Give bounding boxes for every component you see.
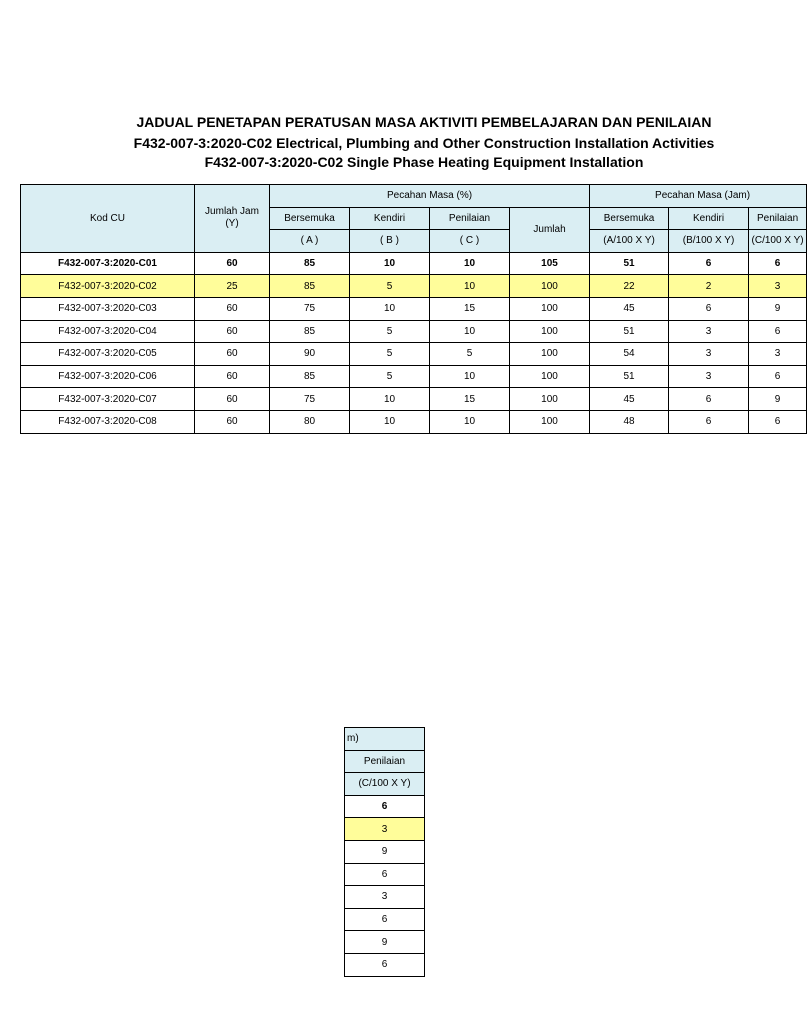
table-row	[21, 275, 807, 298]
cell-a: 85	[270, 365, 350, 388]
header-row-1	[21, 185, 807, 208]
cell-b: 5	[350, 320, 430, 343]
cont-header-c-formula: (C/100 X Y)	[345, 773, 425, 796]
cell-c: 10	[430, 410, 510, 433]
cont-table-row	[345, 840, 425, 863]
cell-kod: F432-007-3:2020-C08	[21, 410, 195, 433]
header-bersemuka: Bersemuka	[270, 207, 350, 230]
cell-by: 2	[669, 275, 749, 298]
header-kendiri: Kendiri	[350, 207, 430, 230]
cell-by: 3	[669, 365, 749, 388]
header-penilaian-jam: Penilaian	[749, 207, 807, 230]
cell-c: 10	[430, 275, 510, 298]
cell-b: 10	[350, 297, 430, 320]
cont-table-row	[345, 795, 425, 818]
cell-a: 85	[270, 320, 350, 343]
cell-b: 5	[350, 365, 430, 388]
cell-a: 75	[270, 297, 350, 320]
table-row	[21, 297, 807, 320]
cell-jam: 60	[195, 388, 270, 411]
header-jumlah-jam-label: Jumlah Jam	[205, 206, 259, 218]
cell-kod: F432-007-3:2020-C05	[21, 343, 195, 366]
cont-header-row-3	[345, 773, 425, 796]
cont-table-row	[345, 908, 425, 931]
cell-ay: 45	[590, 297, 669, 320]
cell-a: 80	[270, 410, 350, 433]
cell-ay: 48	[590, 410, 669, 433]
cell-jam: 60	[195, 343, 270, 366]
cont-cell-cy: 6	[345, 795, 425, 818]
cell-c: 10	[430, 365, 510, 388]
cell-b: 10	[350, 388, 430, 411]
cont-cell-cy: 9	[345, 840, 425, 863]
cell-jam: 60	[195, 297, 270, 320]
header-pecahan-jam: Pecahan Masa (Jam)	[590, 185, 807, 208]
header-a: ( A )	[270, 230, 350, 253]
header-kod-cu: Kod CU	[21, 185, 195, 253]
header-c-formula: (C/100 X Y)	[749, 230, 807, 253]
cell-cy: 6	[749, 252, 807, 275]
cell-a: 85	[270, 275, 350, 298]
cell-kod: F432-007-3:2020-C04	[21, 320, 195, 343]
cont-header-penilaian: Penilaian	[345, 750, 425, 773]
cont-cell-cy: 3	[345, 818, 425, 841]
cell-jumlah: 100	[510, 297, 590, 320]
cell-kod: F432-007-3:2020-C03	[21, 297, 195, 320]
cell-cy: 6	[749, 410, 807, 433]
cell-jam: 60	[195, 320, 270, 343]
cont-header-row-2	[345, 750, 425, 773]
cell-kod: F432-007-3:2020-C02	[21, 275, 195, 298]
cont-header-row-1	[345, 728, 425, 751]
cell-a: 90	[270, 343, 350, 366]
table-body	[21, 252, 807, 433]
continuation-table	[344, 727, 425, 977]
cell-ay: 51	[590, 252, 669, 275]
header-bersemuka-jam: Bersemuka	[590, 207, 669, 230]
cell-by: 6	[669, 297, 749, 320]
table-row	[21, 320, 807, 343]
title-main: JADUAL PENETAPAN PERATUSAN MASA AKTIVITI PEMBELAJARAN DAN PENILAIAN	[136, 114, 712, 130]
header-pecahan-pct: Pecahan Masa (%)	[270, 185, 590, 208]
time-allocation-table	[20, 184, 807, 434]
cell-b: 5	[350, 275, 430, 298]
cont-table-row	[345, 953, 425, 976]
cell-jumlah: 105	[510, 252, 590, 275]
cell-jumlah: 100	[510, 320, 590, 343]
cont-table-row	[345, 886, 425, 909]
cont-cell-cy: 6	[345, 908, 425, 931]
continuation-body	[345, 795, 425, 976]
cell-jumlah: 100	[510, 275, 590, 298]
cell-cy: 6	[749, 365, 807, 388]
table-row	[21, 252, 807, 275]
header-b: ( B )	[350, 230, 430, 253]
table-row	[21, 343, 807, 366]
cell-jumlah: 100	[510, 365, 590, 388]
header-jumlah: Jumlah	[510, 207, 590, 252]
cell-a: 75	[270, 388, 350, 411]
cell-jumlah: 100	[510, 388, 590, 411]
header-a-formula: (A/100 X Y)	[590, 230, 669, 253]
cell-b: 5	[350, 343, 430, 366]
cell-b: 10	[350, 410, 430, 433]
cell-jumlah: 100	[510, 410, 590, 433]
header-c: ( C )	[430, 230, 510, 253]
header-b-formula: (B/100 X Y)	[669, 230, 749, 253]
table-row	[21, 410, 807, 433]
cell-c: 15	[430, 388, 510, 411]
cell-jam: 60	[195, 410, 270, 433]
cell-jam: 60	[195, 365, 270, 388]
cell-by: 6	[669, 410, 749, 433]
cell-jam: 25	[195, 275, 270, 298]
cell-ay: 45	[590, 388, 669, 411]
header-jumlah-jam	[195, 185, 270, 253]
header-penilaian: Penilaian	[430, 207, 510, 230]
cont-table-row	[345, 863, 425, 886]
table-row	[21, 365, 807, 388]
cont-table-row	[345, 931, 425, 954]
cell-cy: 3	[749, 275, 807, 298]
cell-cy: 9	[749, 297, 807, 320]
cont-cell-cy: 3	[345, 886, 425, 909]
cont-cell-cy: 6	[345, 953, 425, 976]
cell-by: 3	[669, 343, 749, 366]
cont-table-row	[345, 818, 425, 841]
table-row	[21, 388, 807, 411]
cell-b: 10	[350, 252, 430, 275]
cell-jumlah: 100	[510, 343, 590, 366]
cell-by: 6	[669, 252, 749, 275]
header-jumlah-jam-unit: (Y)	[225, 218, 239, 230]
cell-kod: F432-007-3:2020-C06	[21, 365, 195, 388]
main-table-viewport	[20, 184, 804, 430]
cell-cy: 3	[749, 343, 807, 366]
cell-c: 5	[430, 343, 510, 366]
cell-c: 15	[430, 297, 510, 320]
cell-by: 3	[669, 320, 749, 343]
cell-ay: 22	[590, 275, 669, 298]
cont-header-tail: m)	[345, 728, 425, 751]
cell-cy: 9	[749, 388, 807, 411]
cell-kod: F432-007-3:2020-C01	[21, 252, 195, 275]
continuation-table-viewport	[344, 727, 425, 977]
title-program: F432-007-3:2020-C02 Electrical, Plumbing and Other Construction Installation Activities	[133, 135, 715, 151]
cell-a: 85	[270, 252, 350, 275]
cell-jam: 60	[195, 252, 270, 275]
cell-c: 10	[430, 320, 510, 343]
cell-ay: 51	[590, 365, 669, 388]
cell-by: 6	[669, 388, 749, 411]
cell-ay: 54	[590, 343, 669, 366]
cell-kod: F432-007-3:2020-C07	[21, 388, 195, 411]
cell-ay: 51	[590, 320, 669, 343]
title-unit: F432-007-3:2020-C02 Single Phase Heating Equipment Installation	[204, 154, 644, 170]
cont-cell-cy: 9	[345, 931, 425, 954]
cont-cell-cy: 6	[345, 863, 425, 886]
header-kendiri-jam: Kendiri	[669, 207, 749, 230]
cell-cy: 6	[749, 320, 807, 343]
cell-c: 10	[430, 252, 510, 275]
